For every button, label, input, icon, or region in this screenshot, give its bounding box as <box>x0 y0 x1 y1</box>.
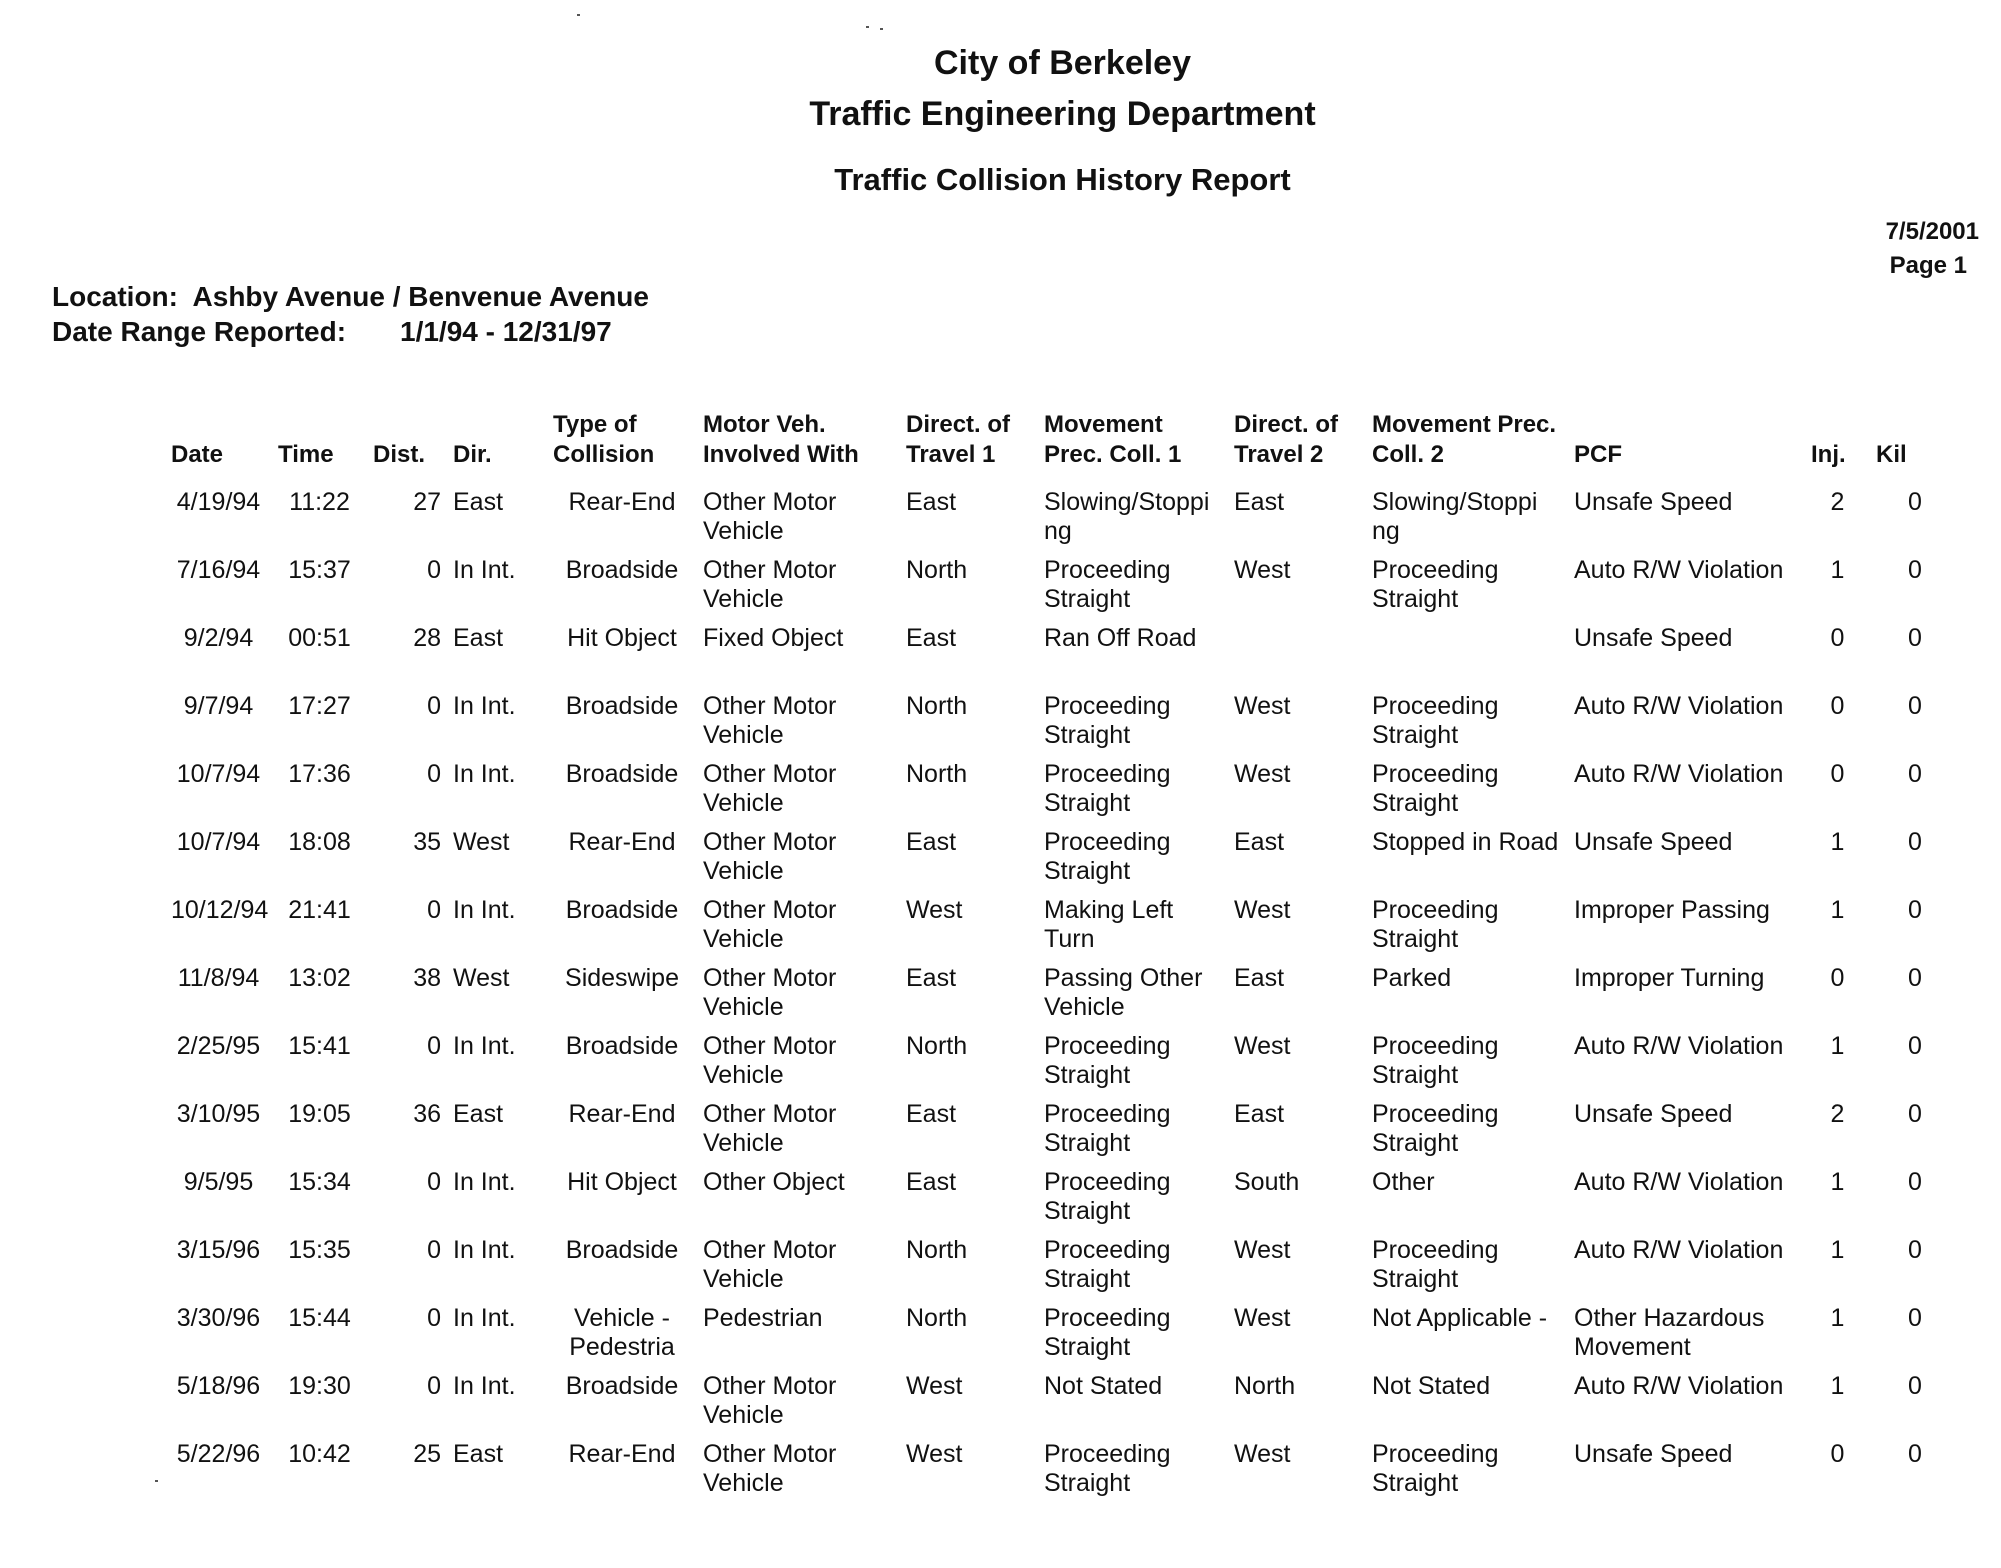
date-cell: 4/19/94 <box>176 488 261 516</box>
report-date: 7/5/2001 <box>1885 218 1979 245</box>
date-range-label: Date Range Reported: <box>52 316 347 347</box>
location-label: Location: <box>52 281 178 312</box>
involved-with-cell: Other Motor Vehicle <box>703 1236 837 1293</box>
table-row <box>165 896 1960 964</box>
travel-direction-2-cell: West <box>1234 896 1291 924</box>
time-cell: 17:27 <box>288 692 351 720</box>
movement-1-cell: Proceeding Straight <box>1044 1100 1171 1157</box>
injured-cell: 1 <box>1830 1304 1845 1332</box>
distance-cell: 0 <box>427 556 441 584</box>
report-title: Traffic Collision History Report <box>834 162 1291 197</box>
involved-with-cell: Fixed Object <box>703 624 844 652</box>
travel-direction-1-cell: North <box>906 556 968 584</box>
pcf-cell: Auto R/W Violation <box>1574 692 1784 720</box>
date-cell: 9/2/94 <box>183 624 254 652</box>
injured-cell: 2 <box>1830 488 1845 516</box>
travel-direction-1-cell: East <box>906 1100 957 1128</box>
pcf-cell: Unsafe Speed <box>1574 828 1733 856</box>
killed-cell: 0 <box>1908 692 1922 720</box>
collision-type-cell: Broadside <box>565 556 679 584</box>
travel-direction-2-cell: East <box>1234 828 1285 856</box>
injured-cell: 1 <box>1830 1032 1845 1060</box>
pcf-cell: Auto R/W Violation <box>1574 1236 1784 1264</box>
date-cell: 10/7/94 <box>176 760 261 788</box>
movement-2-cell: Proceeding Straight <box>1372 1032 1499 1089</box>
involved-with-cell: Other Motor Vehicle <box>703 1440 837 1497</box>
collision-type-cell: Broadside <box>565 896 679 924</box>
travel-direction-1-cell: East <box>906 964 957 992</box>
table-row <box>165 1304 1960 1372</box>
movement-2-cell: Stopped in Road <box>1372 828 1559 856</box>
col-header: Motor Veh. Involved With <box>703 411 859 468</box>
page-number: Page 1 <box>1889 252 1967 279</box>
time-cell: 15:44 <box>288 1304 351 1332</box>
date-cell: 10/7/94 <box>176 828 261 856</box>
col-header: Date <box>171 441 224 468</box>
travel-direction-2-cell: East <box>1234 488 1285 516</box>
travel-direction-2-cell: South <box>1234 1168 1300 1196</box>
travel-direction-2-cell: West <box>1234 1440 1291 1468</box>
collision-type-cell: Hit Object <box>567 624 677 652</box>
table-row <box>165 692 1960 760</box>
movement-2-cell: Proceeding Straight <box>1372 896 1499 953</box>
time-cell: 15:34 <box>288 1168 351 1196</box>
direction-cell: East <box>453 1440 504 1468</box>
distance-cell: 0 <box>427 760 441 788</box>
collision-type-cell: Rear-End <box>568 1440 676 1468</box>
travel-direction-2-cell: West <box>1234 1032 1291 1060</box>
movement-1-cell: Making Left Turn <box>1044 896 1174 953</box>
collision-type-cell: Hit Object <box>567 1168 677 1196</box>
killed-cell: 0 <box>1908 1100 1922 1128</box>
movement-1-cell: Proceeding Straight <box>1044 1236 1171 1293</box>
time-cell: 15:35 <box>288 1236 351 1264</box>
travel-direction-2-cell: East <box>1234 1100 1285 1128</box>
movement-1-cell: Proceeding Straight <box>1044 556 1171 613</box>
table-row <box>165 760 1960 828</box>
travel-direction-2-cell: West <box>1234 1236 1291 1264</box>
col-header: Time <box>278 441 334 468</box>
killed-cell: 0 <box>1908 964 1922 992</box>
travel-direction-1-cell: East <box>906 828 957 856</box>
pcf-cell: Auto R/W Violation <box>1574 1372 1784 1400</box>
date-range-line <box>52 316 612 348</box>
distance-cell: 38 <box>413 964 441 992</box>
killed-cell: 0 <box>1908 1236 1922 1264</box>
collision-type-cell: Rear-End <box>568 488 676 516</box>
injured-cell: 1 <box>1830 1372 1845 1400</box>
travel-direction-2-cell: West <box>1234 1304 1291 1332</box>
date-cell: 5/22/96 <box>176 1440 261 1468</box>
involved-with-cell: Other Motor Vehicle <box>703 828 837 885</box>
movement-2-cell: Other <box>1372 1168 1435 1196</box>
collision-type-cell: Broadside <box>565 1032 679 1060</box>
date-cell: 3/10/95 <box>176 1100 261 1128</box>
injured-cell: 1 <box>1830 1236 1845 1264</box>
movement-2-cell: Proceeding Straight <box>1372 692 1499 749</box>
movement-1-cell: Proceeding Straight <box>1044 1304 1171 1361</box>
travel-direction-1-cell: West <box>906 1372 963 1400</box>
pcf-cell: Auto R/W Violation <box>1574 760 1784 788</box>
travel-direction-2-cell: North <box>1234 1372 1296 1400</box>
col-header: Movement Prec. Coll. 2 <box>1372 411 1557 468</box>
involved-with-cell: Other Motor Vehicle <box>703 964 837 1021</box>
distance-cell: 0 <box>427 1236 441 1264</box>
killed-cell: 0 <box>1908 1032 1922 1060</box>
table-row <box>165 1032 1960 1100</box>
table-row <box>165 1168 1960 1236</box>
travel-direction-1-cell: North <box>906 1236 968 1264</box>
date-cell: 5/18/96 <box>176 1372 261 1400</box>
time-cell: 10:42 <box>288 1440 351 1468</box>
killed-cell: 0 <box>1908 1304 1922 1332</box>
date-cell: 11/8/94 <box>177 964 260 992</box>
scan-speck <box>866 26 869 28</box>
department-title: Traffic Engineering Department <box>809 95 1316 133</box>
direction-cell: In Int. <box>453 896 516 924</box>
injured-cell: 0 <box>1830 964 1845 992</box>
date-cell: 3/30/96 <box>176 1304 261 1332</box>
date-cell: 9/7/94 <box>183 692 254 720</box>
distance-cell: 0 <box>427 1304 441 1332</box>
killed-cell: 0 <box>1908 624 1922 652</box>
injured-cell: 1 <box>1830 828 1845 856</box>
distance-cell: 0 <box>427 1032 441 1060</box>
injured-cell: 0 <box>1830 1440 1845 1468</box>
date-range-value: 1/1/94 - 12/31/97 <box>400 316 612 347</box>
injured-cell: 1 <box>1830 1168 1845 1196</box>
col-header: Movement Prec. Coll. 1 <box>1044 411 1182 468</box>
movement-1-cell: Proceeding Straight <box>1044 828 1171 885</box>
travel-direction-2-cell <box>1228 624 1366 692</box>
killed-cell: 0 <box>1908 896 1922 924</box>
travel-direction-1-cell: East <box>906 488 957 516</box>
time-cell: 13:02 <box>288 964 351 992</box>
involved-with-cell: Other Motor Vehicle <box>703 1032 837 1089</box>
distance-cell: 0 <box>427 896 441 924</box>
involved-with-cell: Other Motor Vehicle <box>703 556 837 613</box>
movement-1-cell: Proceeding Straight <box>1044 692 1171 749</box>
travel-direction-1-cell: West <box>906 896 963 924</box>
direction-cell: In Int. <box>453 1168 516 1196</box>
pcf-cell: Unsafe Speed <box>1574 1100 1733 1128</box>
movement-1-cell: Ran Off Road <box>1044 624 1197 652</box>
table-row <box>165 556 1960 624</box>
table-row <box>165 964 1960 1032</box>
travel-direction-2-cell: West <box>1234 692 1291 720</box>
time-cell: 11:22 <box>289 488 350 516</box>
direction-cell: In Int. <box>453 760 516 788</box>
col-header: Type of Collision <box>553 411 655 468</box>
injured-cell: 2 <box>1830 1100 1845 1128</box>
table-row <box>165 1440 1960 1508</box>
killed-cell: 0 <box>1908 1168 1922 1196</box>
distance-cell: 36 <box>413 1100 441 1128</box>
injured-cell: 0 <box>1830 692 1845 720</box>
killed-cell: 0 <box>1908 760 1922 788</box>
travel-direction-1-cell: North <box>906 1032 968 1060</box>
time-cell: 15:37 <box>288 556 351 584</box>
pcf-cell: Auto R/W Violation <box>1574 1032 1784 1060</box>
involved-with-cell: Other Motor Vehicle <box>703 692 837 749</box>
travel-direction-2-cell: West <box>1234 760 1291 788</box>
movement-1-cell: Not Stated <box>1044 1372 1163 1400</box>
pcf-cell: Auto R/W Violation <box>1574 1168 1784 1196</box>
killed-cell: 0 <box>1908 1440 1922 1468</box>
col-header: Kil <box>1876 441 1907 468</box>
killed-cell: 0 <box>1908 828 1922 856</box>
involved-with-cell: Other Object <box>703 1168 845 1196</box>
scan-speck <box>880 28 883 30</box>
table-row <box>165 488 1960 556</box>
killed-cell: 0 <box>1908 488 1922 516</box>
killed-cell: 0 <box>1908 556 1922 584</box>
distance-cell: 27 <box>413 488 441 516</box>
time-cell: 18:08 <box>288 828 351 856</box>
pcf-cell: Unsafe Speed <box>1574 488 1733 516</box>
city-title: City of Berkeley <box>934 44 1191 82</box>
injured-cell: 0 <box>1830 760 1845 788</box>
direction-cell: East <box>453 488 504 516</box>
table-row <box>165 624 1960 692</box>
direction-cell: In Int. <box>453 1032 516 1060</box>
travel-direction-2-cell: East <box>1234 964 1285 992</box>
movement-2-cell: Proceeding Straight <box>1372 556 1499 613</box>
table-row <box>165 828 1960 896</box>
involved-with-cell: Other Motor Vehicle <box>703 896 837 953</box>
collision-table <box>165 410 1960 1508</box>
pcf-cell: Auto R/W Violation <box>1574 556 1784 584</box>
travel-direction-1-cell: East <box>906 1168 957 1196</box>
travel-direction-1-cell: North <box>906 1304 968 1332</box>
collision-type-cell: Sideswipe <box>565 964 679 992</box>
distance-cell: 0 <box>427 1372 441 1400</box>
movement-1-cell: Proceeding Straight <box>1044 760 1171 817</box>
direction-cell: East <box>453 1100 504 1128</box>
movement-1-cell: Proceeding Straight <box>1044 1440 1171 1497</box>
table-row <box>165 1236 1960 1304</box>
table-row <box>165 1100 1960 1168</box>
movement-2-cell: Proceeding Straight <box>1372 1100 1499 1157</box>
collision-type-cell: Rear-End <box>568 1100 676 1128</box>
travel-direction-1-cell: East <box>906 624 957 652</box>
travel-direction-1-cell: North <box>906 692 968 720</box>
movement-1-cell: Proceeding Straight <box>1044 1032 1171 1089</box>
movement-2-cell: Proceeding Straight <box>1372 1236 1499 1293</box>
direction-cell: In Int. <box>453 556 516 584</box>
movement-2-cell: Not Applicable - <box>1372 1304 1548 1332</box>
time-cell: 19:30 <box>288 1372 351 1400</box>
movement-2-cell: Proceeding Straight <box>1372 1440 1499 1497</box>
collision-type-cell: Broadside <box>565 1236 679 1264</box>
injured-cell: 0 <box>1830 624 1845 652</box>
movement-2-cell: Not Stated <box>1372 1372 1491 1400</box>
distance-cell: 35 <box>413 828 441 856</box>
pcf-cell: Unsafe Speed <box>1574 1440 1733 1468</box>
scan-speck <box>155 1480 158 1482</box>
col-header: PCF <box>1574 441 1622 468</box>
location-value: Ashby Avenue / Benvenue Avenue <box>192 281 649 312</box>
involved-with-cell: Other Motor Vehicle <box>703 488 837 545</box>
movement-2-cell <box>1366 624 1568 692</box>
distance-cell: 25 <box>413 1440 441 1468</box>
collision-type-cell: Broadside <box>565 692 679 720</box>
col-header: Direct. of Travel 1 <box>906 411 1011 468</box>
direction-cell: In Int. <box>453 692 516 720</box>
travel-direction-1-cell: West <box>906 1440 963 1468</box>
distance-cell: 0 <box>427 692 441 720</box>
table-header-row <box>165 410 1960 488</box>
direction-cell: East <box>453 624 504 652</box>
involved-with-cell: Other Motor Vehicle <box>703 760 837 817</box>
collision-type-cell: Vehicle - Pedestria <box>569 1304 675 1361</box>
date-cell: 9/5/95 <box>183 1168 254 1196</box>
col-header: Inj. <box>1811 441 1846 468</box>
collision-type-cell: Broadside <box>565 760 679 788</box>
travel-direction-1-cell: North <box>906 760 968 788</box>
location-line <box>52 281 649 313</box>
time-cell: 21:41 <box>288 896 351 924</box>
date-cell: 7/16/94 <box>176 556 261 584</box>
col-header: Direct. of Travel 2 <box>1234 411 1339 468</box>
pcf-cell: Unsafe Speed <box>1574 624 1733 652</box>
collision-type-cell: Broadside <box>565 1372 679 1400</box>
injured-cell: 1 <box>1830 556 1845 584</box>
involved-with-cell: Other Motor Vehicle <box>703 1100 837 1157</box>
travel-direction-2-cell: West <box>1234 556 1291 584</box>
movement-2-cell: Parked <box>1372 964 1452 992</box>
scan-speck <box>577 14 580 16</box>
killed-cell: 0 <box>1908 1372 1922 1400</box>
movement-1-cell: Slowing/Stoppi ng <box>1044 488 1210 545</box>
date-cell: 10/12/94 <box>171 896 269 924</box>
movement-1-cell: Proceeding Straight <box>1044 1168 1171 1225</box>
involved-with-cell: Pedestrian <box>703 1304 823 1332</box>
direction-cell: In Int. <box>453 1372 516 1400</box>
direction-cell: West <box>453 964 510 992</box>
time-cell: 15:41 <box>288 1032 351 1060</box>
movement-1-cell: Passing Other Vehicle <box>1044 964 1203 1021</box>
injured-cell: 1 <box>1830 896 1845 924</box>
distance-cell: 0 <box>427 1168 441 1196</box>
movement-2-cell: Proceeding Straight <box>1372 760 1499 817</box>
pcf-cell: Improper Passing <box>1574 896 1770 924</box>
pcf-cell: Other Hazardous Movement <box>1574 1304 1765 1361</box>
movement-2-cell: Slowing/Stoppi ng <box>1372 488 1538 545</box>
table-row <box>165 1372 1960 1440</box>
pcf-cell: Improper Turning <box>1574 964 1765 992</box>
time-cell: 19:05 <box>288 1100 351 1128</box>
date-cell: 2/25/95 <box>176 1032 261 1060</box>
time-cell: 17:36 <box>288 760 351 788</box>
distance-cell: 28 <box>413 624 441 652</box>
involved-with-cell: Other Motor Vehicle <box>703 1372 837 1429</box>
direction-cell: West <box>453 828 510 856</box>
col-header: Dist. <box>373 441 426 468</box>
col-header: Dir. <box>453 441 492 468</box>
time-cell: 00:51 <box>288 624 351 652</box>
collision-type-cell: Rear-End <box>568 828 676 856</box>
date-cell: 3/15/96 <box>176 1236 261 1264</box>
direction-cell: In Int. <box>453 1304 516 1332</box>
direction-cell: In Int. <box>453 1236 516 1264</box>
